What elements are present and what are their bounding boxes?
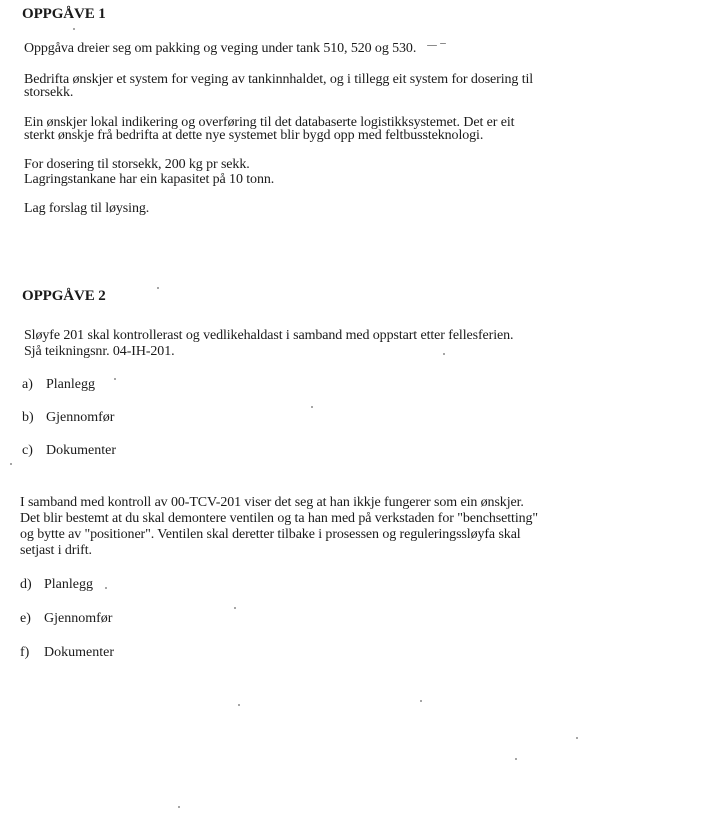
scan-speck [311, 406, 313, 408]
task2-intro-line: Sløyfe 201 skal kontrollerast og vedlikehaldast i samband med oppstart etter fellesferien. [24, 328, 514, 343]
task2-heading: OPPGÅVE 2 [22, 288, 106, 304]
task1-line: Ein ønskjer lokal indikering og overføring til det databaserte logistikksystemet. Det er eit [24, 115, 515, 130]
task2-intro-line: Sjå teikningsnr. 04-IH-201. [24, 344, 175, 359]
list-item-label: d) [20, 577, 32, 592]
task1-line: sterkt ønskje frå bedrifta at dette nye systemet blir bygd opp med feltbussteknologi. [24, 128, 484, 143]
scan-speck [73, 28, 75, 30]
scan-speck [238, 704, 240, 706]
task2-para-line: setjast i drift. [20, 543, 92, 558]
scan-speck [440, 43, 446, 44]
task2-para-line: og bytte av "positioner". Ventilen skal deretter tilbake i prosessen og reguleringssløyfa skal [20, 527, 521, 542]
list-item-text: Planlegg [46, 377, 95, 392]
scan-speck [105, 587, 107, 589]
list-item-text: Planlegg [44, 577, 93, 592]
task1-heading: OPPGÅVE 1 [22, 6, 106, 22]
list-item-text: Dokumenter [46, 443, 116, 458]
task1-line: Lag forslag til løysing. [24, 201, 150, 216]
list-item-text: Dokumenter [44, 645, 114, 660]
scan-speck [234, 607, 236, 609]
list-item-text: Gjennomfør [44, 611, 113, 626]
list-item-label: c) [22, 443, 33, 458]
list-item-text: Gjennomfør [46, 410, 115, 425]
task1-line: Bedrifta ønskjer et system for veging av tankinnhaldet, og i tillegg eit system for dosering til [24, 72, 534, 87]
scan-speck [178, 806, 180, 808]
task2-para-line: I samband med kontroll av 00-TCV-201 viser det seg at han ikkje fungerer som ein ønskjer. [20, 495, 524, 510]
scan-speck [515, 758, 517, 760]
list-item-label: f) [20, 645, 30, 660]
scan-speck [576, 737, 578, 739]
list-item-label: b) [22, 410, 34, 425]
task1-line: Oppgåva dreier seg om pakking og veging under tank 510, 520 og 530. [24, 41, 417, 56]
task2-para-line: Det blir bestemt at du skal demontere ventilen og ta han med på verkstaden for "benchsetting" [20, 511, 539, 526]
scan-speck [10, 463, 12, 465]
scan-speck [114, 378, 116, 380]
task1-line: storsekk. [24, 85, 74, 100]
list-item-label: e) [20, 611, 31, 626]
scan-speck [427, 45, 437, 46]
list-item-label: a) [22, 377, 33, 392]
scan-speck [157, 287, 159, 289]
task1-line: For dosering til storsekk, 200 kg pr sekk. [24, 157, 250, 172]
scan-speck [443, 353, 445, 355]
scan-speck [420, 700, 422, 702]
task1-line: Lagringstankane har ein kapasitet på 10 tonn. [24, 172, 275, 187]
